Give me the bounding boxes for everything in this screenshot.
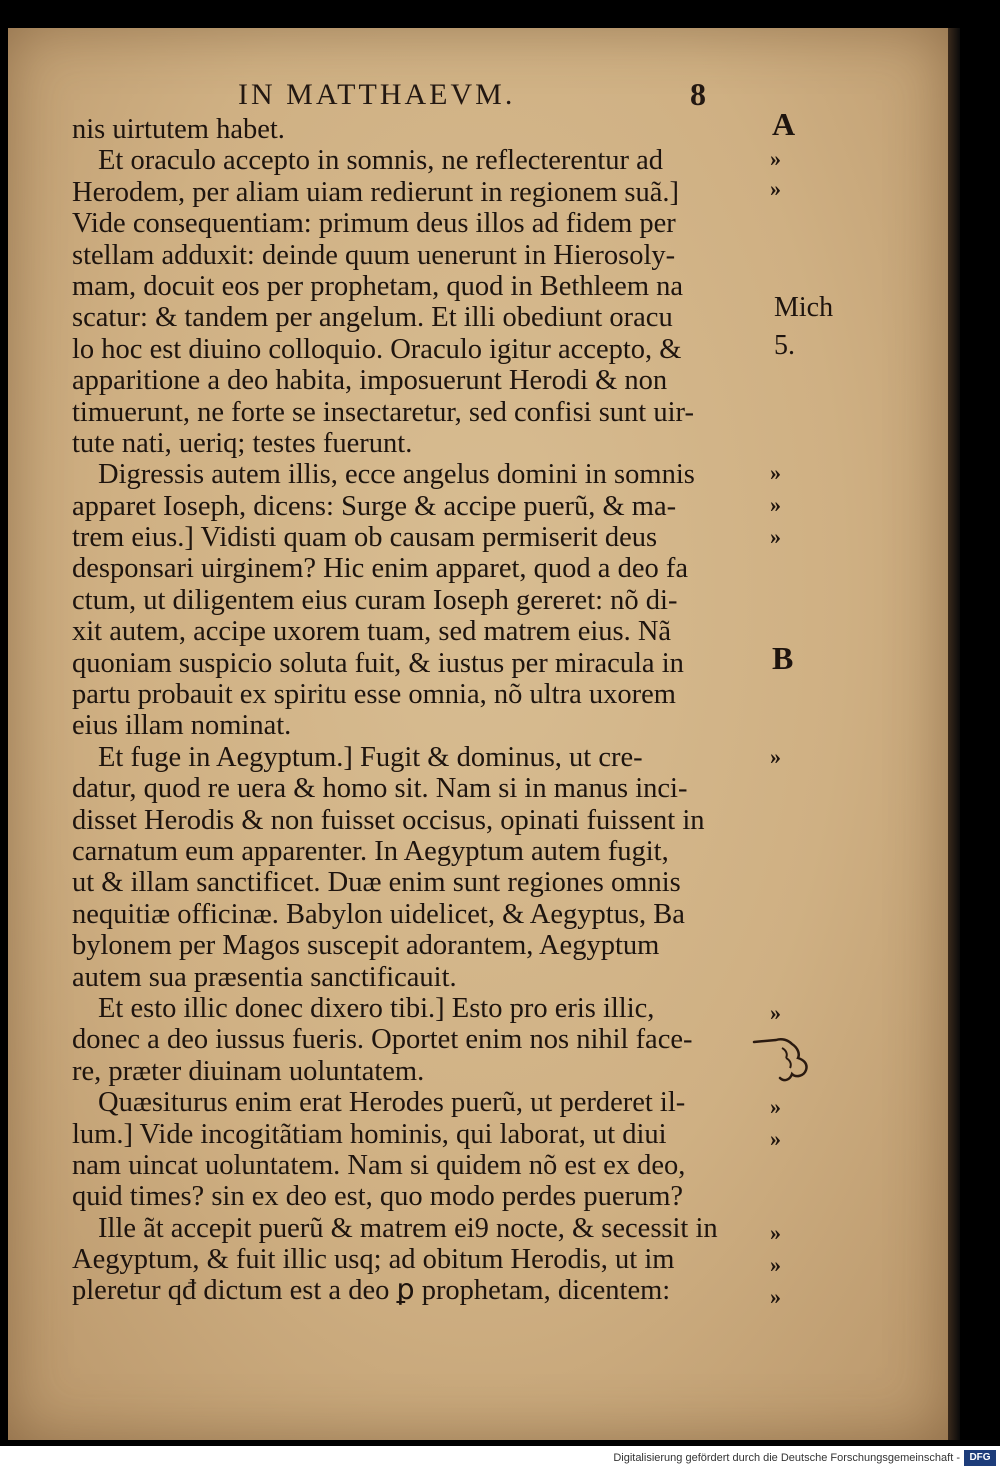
text-line: tute nati, ueriq; testes fuerunt. <box>72 427 413 459</box>
margin-ref-number: 5. <box>774 330 795 361</box>
text-line: Aegyptum, & fuit illic usq; ad obitum Herodis, ut im <box>72 1244 675 1276</box>
text-line: lo hoc est diuino colloquio. Oraculo igitur accepto, & <box>72 333 682 365</box>
dfg-logo: DFG <box>964 1450 996 1466</box>
text-line: re, præter diuinam uoluntatem. <box>72 1055 425 1087</box>
text-line: stellam adduxit: deinde quum uenerunt in Hierosoly- <box>72 239 676 271</box>
text-line: Et fuge in Aegyptum.] Fugit & dominus, ut cre- <box>98 741 643 773</box>
quote-mark: » <box>770 1094 781 1119</box>
text-line: bylonem per Magos suscepit adorantem, Aegyptum <box>72 930 660 962</box>
text-line: quoniam suspicio soluta fuit, & iustus per miracula in <box>72 647 684 679</box>
text-line: nam uincat uoluntatem. Nam si quidem nõ est ex deo, <box>72 1149 686 1181</box>
quote-mark: » <box>770 1000 781 1025</box>
margin-ref-mich: Mich <box>774 292 834 323</box>
text-line: xit autem, accipe uxorem tuam, sed matrem eius. Nã <box>72 616 672 648</box>
text-line: Et oraculo accepto in somnis, ne reflecterentur ad <box>98 145 664 177</box>
digitization-credit: Digitalisierung gefördert durch die Deutsche Forschungsgemeinschaft - <box>613 1452 960 1464</box>
quote-mark: » <box>770 1252 781 1277</box>
text-line: timuerunt, ne forte se insectaretur, sed confisi sunt uir- <box>72 396 694 428</box>
text-line: Vide consequentiam: primum deus illos ad fidem per <box>72 208 676 240</box>
text-line: scatur: & tandem per angelum. Et illi obediunt oracu <box>72 302 673 334</box>
text-line: nis uirtutem habet. <box>72 114 285 145</box>
text-line: nequitiæ officinæ. Babylon uidelicet, & Aegyptus, Ba <box>72 898 685 930</box>
page-number: 8 <box>690 76 706 112</box>
quote-mark: » <box>770 146 781 171</box>
text-line: Et esto illic donec dixero tibi.] Esto pro eris illic, <box>98 992 655 1024</box>
text-line: ut & illam sanctificet. Duæ enim sunt regiones omnis <box>72 867 681 899</box>
quote-mark: » <box>770 176 781 201</box>
text-line: apparet Ioseph, dicens: Surge & accipe puerũ, & ma- <box>72 490 677 522</box>
quote-mark: » <box>770 1284 781 1309</box>
pointing-hand-icon <box>752 1028 816 1084</box>
quote-mark: » <box>770 460 781 485</box>
text-line: disset Herodis & non fuisset occisus, opinati fuissent in <box>72 804 705 836</box>
text-line: quid times? sin ex deo est, quo modo perdes puerum? <box>72 1181 684 1213</box>
text-line: carnatum eum apparenter. In Aegyptum autem fugit, <box>72 835 669 867</box>
text-line: autem sua præsentia sanctificauit. <box>72 961 457 993</box>
margin-letter-a: A <box>772 106 796 142</box>
text-line: trem eius.] Vidisti quam ob causam permiserit deus <box>72 522 658 554</box>
quote-mark: » <box>770 492 781 517</box>
text-line: apparitione a deo habita, imposuerunt Herodi & non <box>72 365 668 397</box>
margin-letter-b: B <box>772 640 794 676</box>
quote-mark: » <box>770 1126 781 1151</box>
text-line: Ille ãt accepit puerũ & matrem ei9 nocte, & secessit in <box>98 1212 718 1244</box>
text-line: lum.] Vide incogitãtiam hominis, qui laborat, ut diui <box>72 1118 667 1150</box>
text-line: eius illam nominat. <box>72 710 292 742</box>
text-line: desponsari uirginem? Hic enim apparet, quod a deo fa <box>72 553 688 585</box>
quote-mark: » <box>770 744 781 769</box>
text-line: Digressis autem illis, ecce angelus domini in somnis <box>98 459 695 491</box>
text-line: partu probauit ex spiritu esse omnia, nõ ultra uxorem <box>72 679 676 711</box>
footer-bar <box>0 1446 1000 1474</box>
text-line: pleretur qđ dictum est a deo ꝑ prophetam, dicentem: <box>72 1275 671 1307</box>
running-title: IN MATTHAEVM. <box>238 78 516 111</box>
text-line: datur, quod re uera & homo sit. Nam si in manus inci- <box>72 773 688 805</box>
text-line: Quæsiturus enim erat Herodes puerũ, ut perderet il- <box>98 1087 686 1119</box>
quote-mark: » <box>770 524 781 549</box>
text-line: mam, docuit eos per prophetam, quod in Bethleem na <box>72 270 684 302</box>
text-line: donec a deo iussus fueris. Oportet enim nos nihil face- <box>72 1024 693 1056</box>
body-text <box>72 114 752 1307</box>
text-line: ctum, ut diligentem eius curam Ioseph gereret: nõ di- <box>72 584 678 616</box>
quote-mark: » <box>770 1220 781 1245</box>
text-line: Herodem, per aliam uiam redierunt in regionem suã.] <box>72 176 679 208</box>
page-edge-shadow <box>948 28 960 1440</box>
